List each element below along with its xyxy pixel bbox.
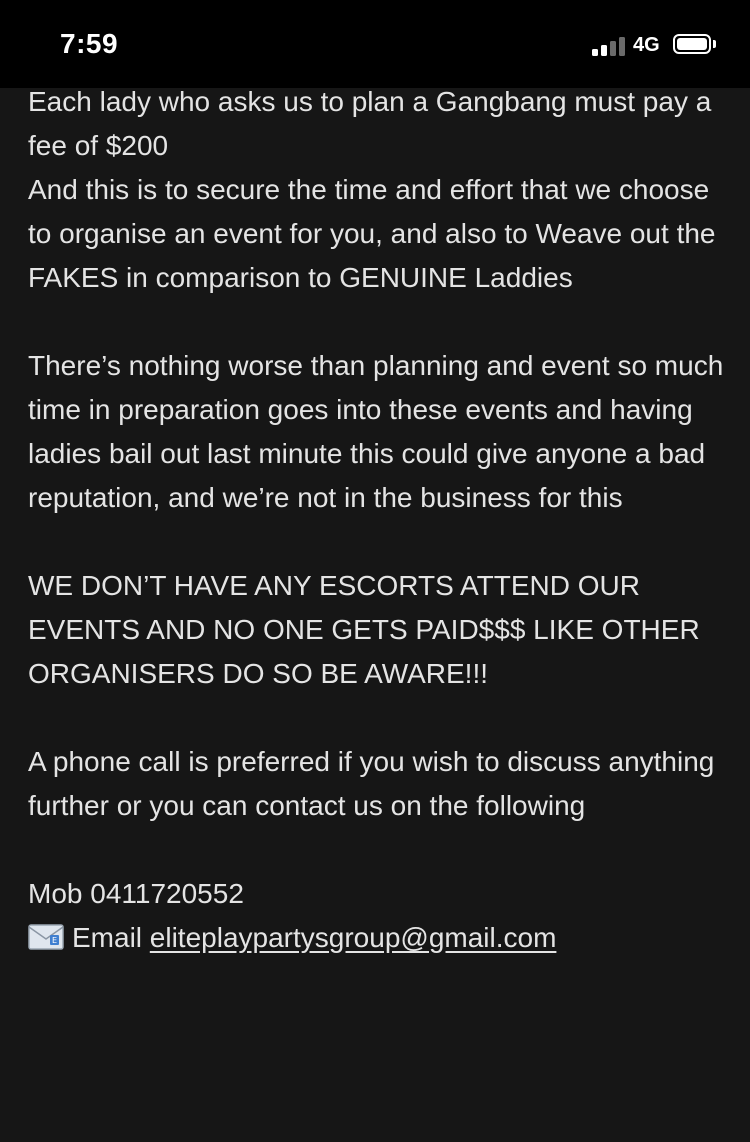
signal-bar-2 — [601, 45, 607, 56]
battery-tip — [713, 40, 716, 48]
message-paragraph: A phone call is preferred if you wish to discuss anything further or you can contact us on the following — [28, 746, 715, 821]
message-paragraph: There’s nothing worse than planning and event so much time in preparation goes into these events and having ladies bail out last minute this could give anyone a bad reputation, and we’re not in the business for this — [28, 350, 724, 513]
email-line — [28, 916, 728, 960]
status-time: 7:59 — [60, 28, 119, 59]
signal-strength-icon — [592, 36, 628, 56]
message-paragraph-warning: WE DON’T HAVE ANY ESCORTS ATTEND OUR EVENTS AND NO ONE GETS PAID$$$ LIKE OTHER ORGANISERS DO SO BE AWARE!!! — [28, 570, 700, 689]
battery-fill — [677, 38, 707, 50]
message-line: Each lady who asks us to plan a Gangbang must pay a fee of $200 — [28, 86, 712, 161]
mobile-number: Mob 0411720552 — [28, 878, 244, 909]
message-body — [28, 80, 728, 960]
signal-bar-1 — [592, 49, 598, 56]
battery-icon — [673, 34, 711, 54]
signal-bar-3 — [610, 41, 616, 56]
svg-text:E: E — [51, 936, 58, 945]
status-bar — [0, 0, 750, 88]
envelope-icon — [28, 924, 64, 950]
message-line: And this is to secure the time and effort that we choose to organise an event for you, and also to Weave out the FAKES in comparison to GENUINE Laddies — [28, 174, 716, 293]
email-link[interactable]: eliteplaypartysgroup@gmail.com — [149, 922, 557, 953]
network-type: 4G — [633, 34, 660, 56]
email-label: Email — [72, 922, 143, 953]
signal-bar-4 — [619, 37, 625, 56]
